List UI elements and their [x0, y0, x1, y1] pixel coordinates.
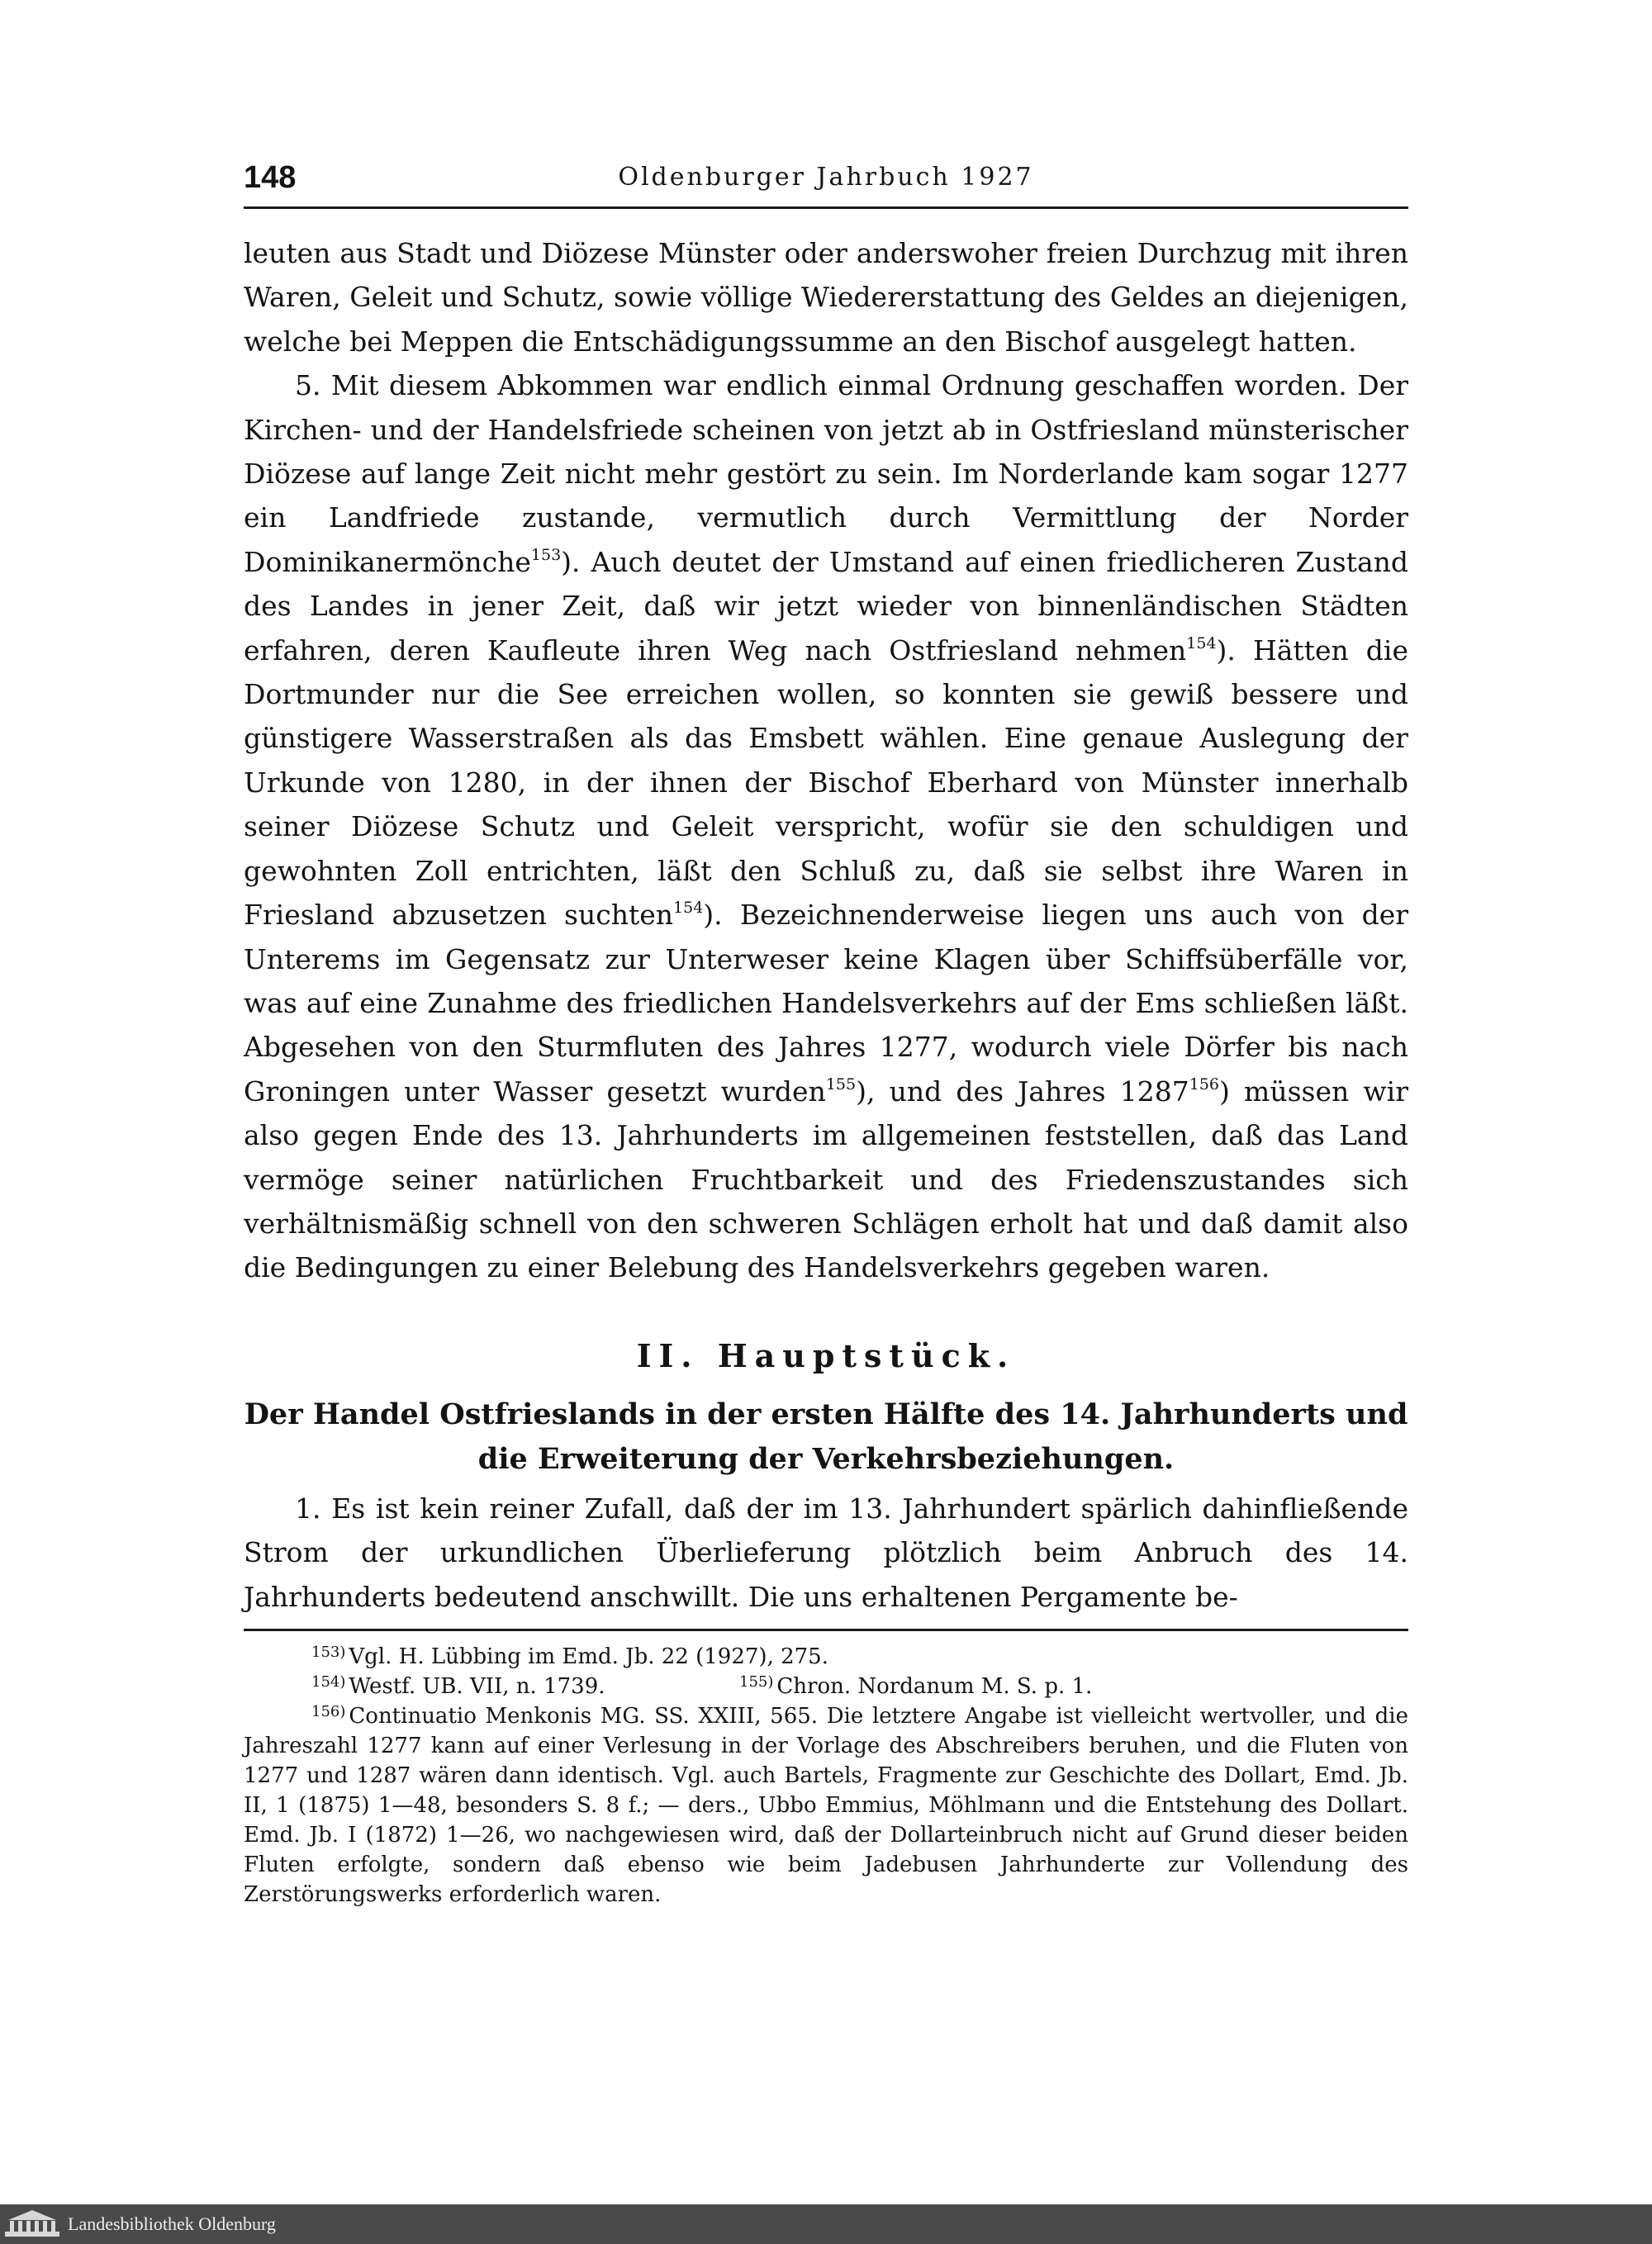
text-run: ), und des Jahres 1287: [856, 1075, 1189, 1108]
chapter-heading: [244, 1331, 1408, 1482]
library-name: Landesbibliothek Oldenburg: [68, 2213, 276, 2234]
footnote-156: [244, 1701, 1408, 1910]
library-building-icon: [3, 2207, 61, 2240]
footnote-mark: 153): [311, 1644, 346, 1661]
running-head: [244, 157, 1408, 209]
page-number: 148: [244, 160, 297, 195]
footnote-mark: 156): [311, 1703, 346, 1720]
text-run: 5. Mit diesem Abkommen war endlich einmal Ordnung geschaffen worden. Der Kirchen- und der Handelsfriede scheinen von jetzt ab in Ostfriesland münsterischer Diözese auf lange Zeit nicht mehr gestört zu sein. Im Norderlande kam sogar 1277 ein Landfriede zustande, vermutlich durch Vermittlung der Norder Dominikanermönche: [244, 369, 1408, 578]
text-run: ) müssen wir also gegen Ende des 13. Jahrhunderts im allgemeinen feststellen, daß das Land vermöge seiner natürlichen Fruchtbarkeit und des Friedenszustandes sich verhältnismäßig schnell von den schweren Schlägen erholt hat und daß damit also die Bedingungen zu einer Belebung des Handelsverkehrs gegeben waren.: [244, 1075, 1408, 1284]
chapter-title: Der Handel Ostfrieslands in der ersten Hälfte des 14. Jahrhunderts und die Erweiterung der Verkehrsbeziehungen.: [244, 1397, 1408, 1476]
footnote-ref-154: 154: [673, 899, 704, 918]
footnote-154: [311, 1674, 605, 1699]
footnotes: [244, 1642, 1408, 1910]
footnote-divider: [244, 1629, 1408, 1631]
text-run: ). Auch deutet der Umstand auf einen friedlicheren Zustand des Landes in jener Zeit, daß wir jetzt wieder von binnenländischen Städten erfahren, deren Kaufleute ihren Weg nach Ostfriesland nehmen: [244, 545, 1408, 667]
chapter-number: II. Hauptstück.: [636, 1337, 1016, 1374]
footnote-mark: 155): [739, 1673, 774, 1691]
chapter-paragraph-1: 1. Es ist kein reiner Zufall, daß der im 13. Jahrhundert spärlich dahinfließende Strom der urkundlichen Überlieferung plötzlich beim Anbruch des 14. Jahrhunderts bedeutend anschwillt. Die uns erhaltenen Pergamente be-: [244, 1492, 1408, 1613]
footnote-text: Westf. UB. VII, n. 1739.: [349, 1674, 605, 1699]
footnote-text: Chron. Nordanum M. S. p. 1.: [776, 1674, 1093, 1699]
footnote-155: [739, 1672, 1092, 1701]
paragraph-continued: leuten aus Stadt und Diözese Münster oder anderswoher freien Durchzug mit ihren Waren, Geleit und Schutz, sowie völlige Wiedererstattung des Geldes an diejenigen, welche bei Meppen die Entschädigungssumme an den Bischof ausgelegt hatten.: [244, 237, 1408, 358]
footnote-text: Vgl. H. Lübbing im Emd. Jb. 22 (1927), 275.: [349, 1644, 828, 1669]
footnote-mark: 154): [311, 1673, 346, 1691]
journal-title: Oldenburger Jahrbuch 1927: [618, 163, 1034, 192]
text-run: ). Hätten die Dortmunder nur die See erreichen wollen, so konnten sie gewiß bessere und günstigere Wasserstraßen als das Emsbett wählen. Eine genaue Auslegung der Urkunde von 1280, in der ihnen der Bischof Eberhard von Münster innerhalb seiner Diözese Schutz und Geleit verspricht, wofür sie den schuldigen und gewohnten Zoll entrichten, läßt den Schluß zu, daß sie selbst ihre Waren in Friesland abzusetzen suchten: [244, 633, 1409, 932]
footnote-ref-155: 155: [825, 1075, 857, 1094]
footnote-row-154-155: [244, 1672, 1408, 1701]
footnote-ref-154: 154: [1186, 633, 1217, 652]
text-run: ). Bezeichnenderweise liegen uns auch von der Unterems im Gegensatz zur Unterweser keine Klagen über Schiffsüberfälle vor, was auf eine Zunahme des friedlichen Handelsverkehrs auf der Ems schließen läßt. Abgesehen von den Sturmfluten des Jahres 1277, wodurch viele Dörfer bis nach Groningen unter Wasser gesetzt wurden: [244, 899, 1409, 1108]
footnote-ref-156: 156: [1189, 1075, 1219, 1094]
footnote-ref-153: 153: [530, 545, 562, 564]
body-text: [244, 231, 1408, 1290]
chapter-text: [244, 1487, 1408, 1619]
paragraph-5: [244, 363, 1408, 1290]
footnote-text: Continuatio Menkonis MG. SS. XXIII, 565. Die letztere Angabe ist vielleicht wertvoller, und die Jahreszahl 1277 kann auf einer Verlesung in der Vorlage des Abschreibers beruhen, und die Fluten von 1277 und 1287 wären dann identisch. Vgl. auch Bartels, Fragmente zur Geschichte des Dollart, Emd. Jb. II, 1 (1875) 1—48, besonders S. 8 f.; — ders., Ubbo Emmius, Möhlmann und die Entstehung des Dollart. Emd. Jb. I (1872) 1—26, wo nachgewiesen wird, daß der Dollarteinbruch nicht auf Grund dieser beiden Fluten erfolgte, sondern daß ebenso wie beim Jadebusen Jahrhunderte zur Vollendung des Zerstörungswerks erforderlich waren.: [244, 1704, 1408, 1907]
footnote-153: [244, 1642, 1408, 1672]
